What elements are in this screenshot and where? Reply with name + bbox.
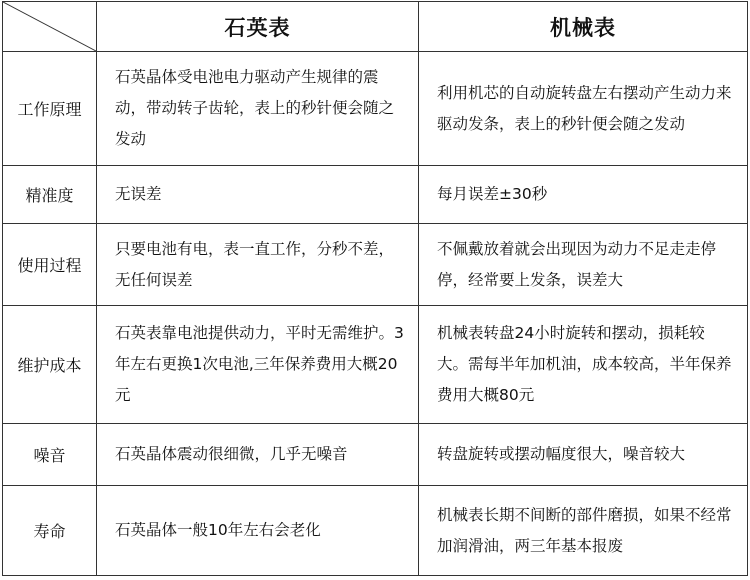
quartz-cell: 无误差 [97,166,419,224]
quartz-cell: 只要电池有电，表一直工作，分秒不差，无任何误差 [97,224,419,306]
corner-cell [3,2,97,52]
row-label: 维护成本 [3,306,97,424]
table-row [3,166,748,224]
mechanical-cell: 不佩戴放着就会出现因为动力不足走走停停，经常要上发条，误差大 [419,224,748,306]
mechanical-cell: 机械表转盘24小时旋转和摆动，损耗较大。需每半年加机油，成本较高，半年保养费用大概80元 [419,306,748,424]
quartz-cell: 石英晶体震动很细微，几乎无噪音 [97,424,419,486]
diagonal-line [3,2,96,51]
table-row [3,52,748,166]
mechanical-cell: 机械表长期不间断的部件磨损，如果不经常加润滑油，两三年基本报废 [419,486,748,576]
table-row [3,224,748,306]
row-label: 使用过程 [3,224,97,306]
row-label: 寿命 [3,486,97,576]
table-row [3,306,748,424]
row-label: 工作原理 [3,52,97,166]
mechanical-cell: 转盘旋转或摆动幅度很大，噪音较大 [419,424,748,486]
quartz-cell: 石英晶体受电池电力驱动产生规律的震动，带动转子齿轮，表上的秒针便会随之发动 [97,52,419,166]
table-header-row [3,2,748,52]
row-label: 精准度 [3,166,97,224]
table-row [3,486,748,576]
quartz-cell: 石英表靠电池提供动力，平时无需维护。3年左右更换1次电池,三年保养费用大概20元 [97,306,419,424]
comparison-table [2,1,748,576]
mechanical-cell: 利用机芯的自动旋转盘左右摆动产生动力来驱动发条，表上的秒针便会随之发动 [419,52,748,166]
row-label: 噪音 [3,424,97,486]
mechanical-cell: 每月误差±30秒 [419,166,748,224]
column-header-mechanical: 机械表 [419,2,748,52]
table-row [3,424,748,486]
column-header-quartz: 石英表 [97,2,419,52]
quartz-cell: 石英晶体一般10年左右会老化 [97,486,419,576]
